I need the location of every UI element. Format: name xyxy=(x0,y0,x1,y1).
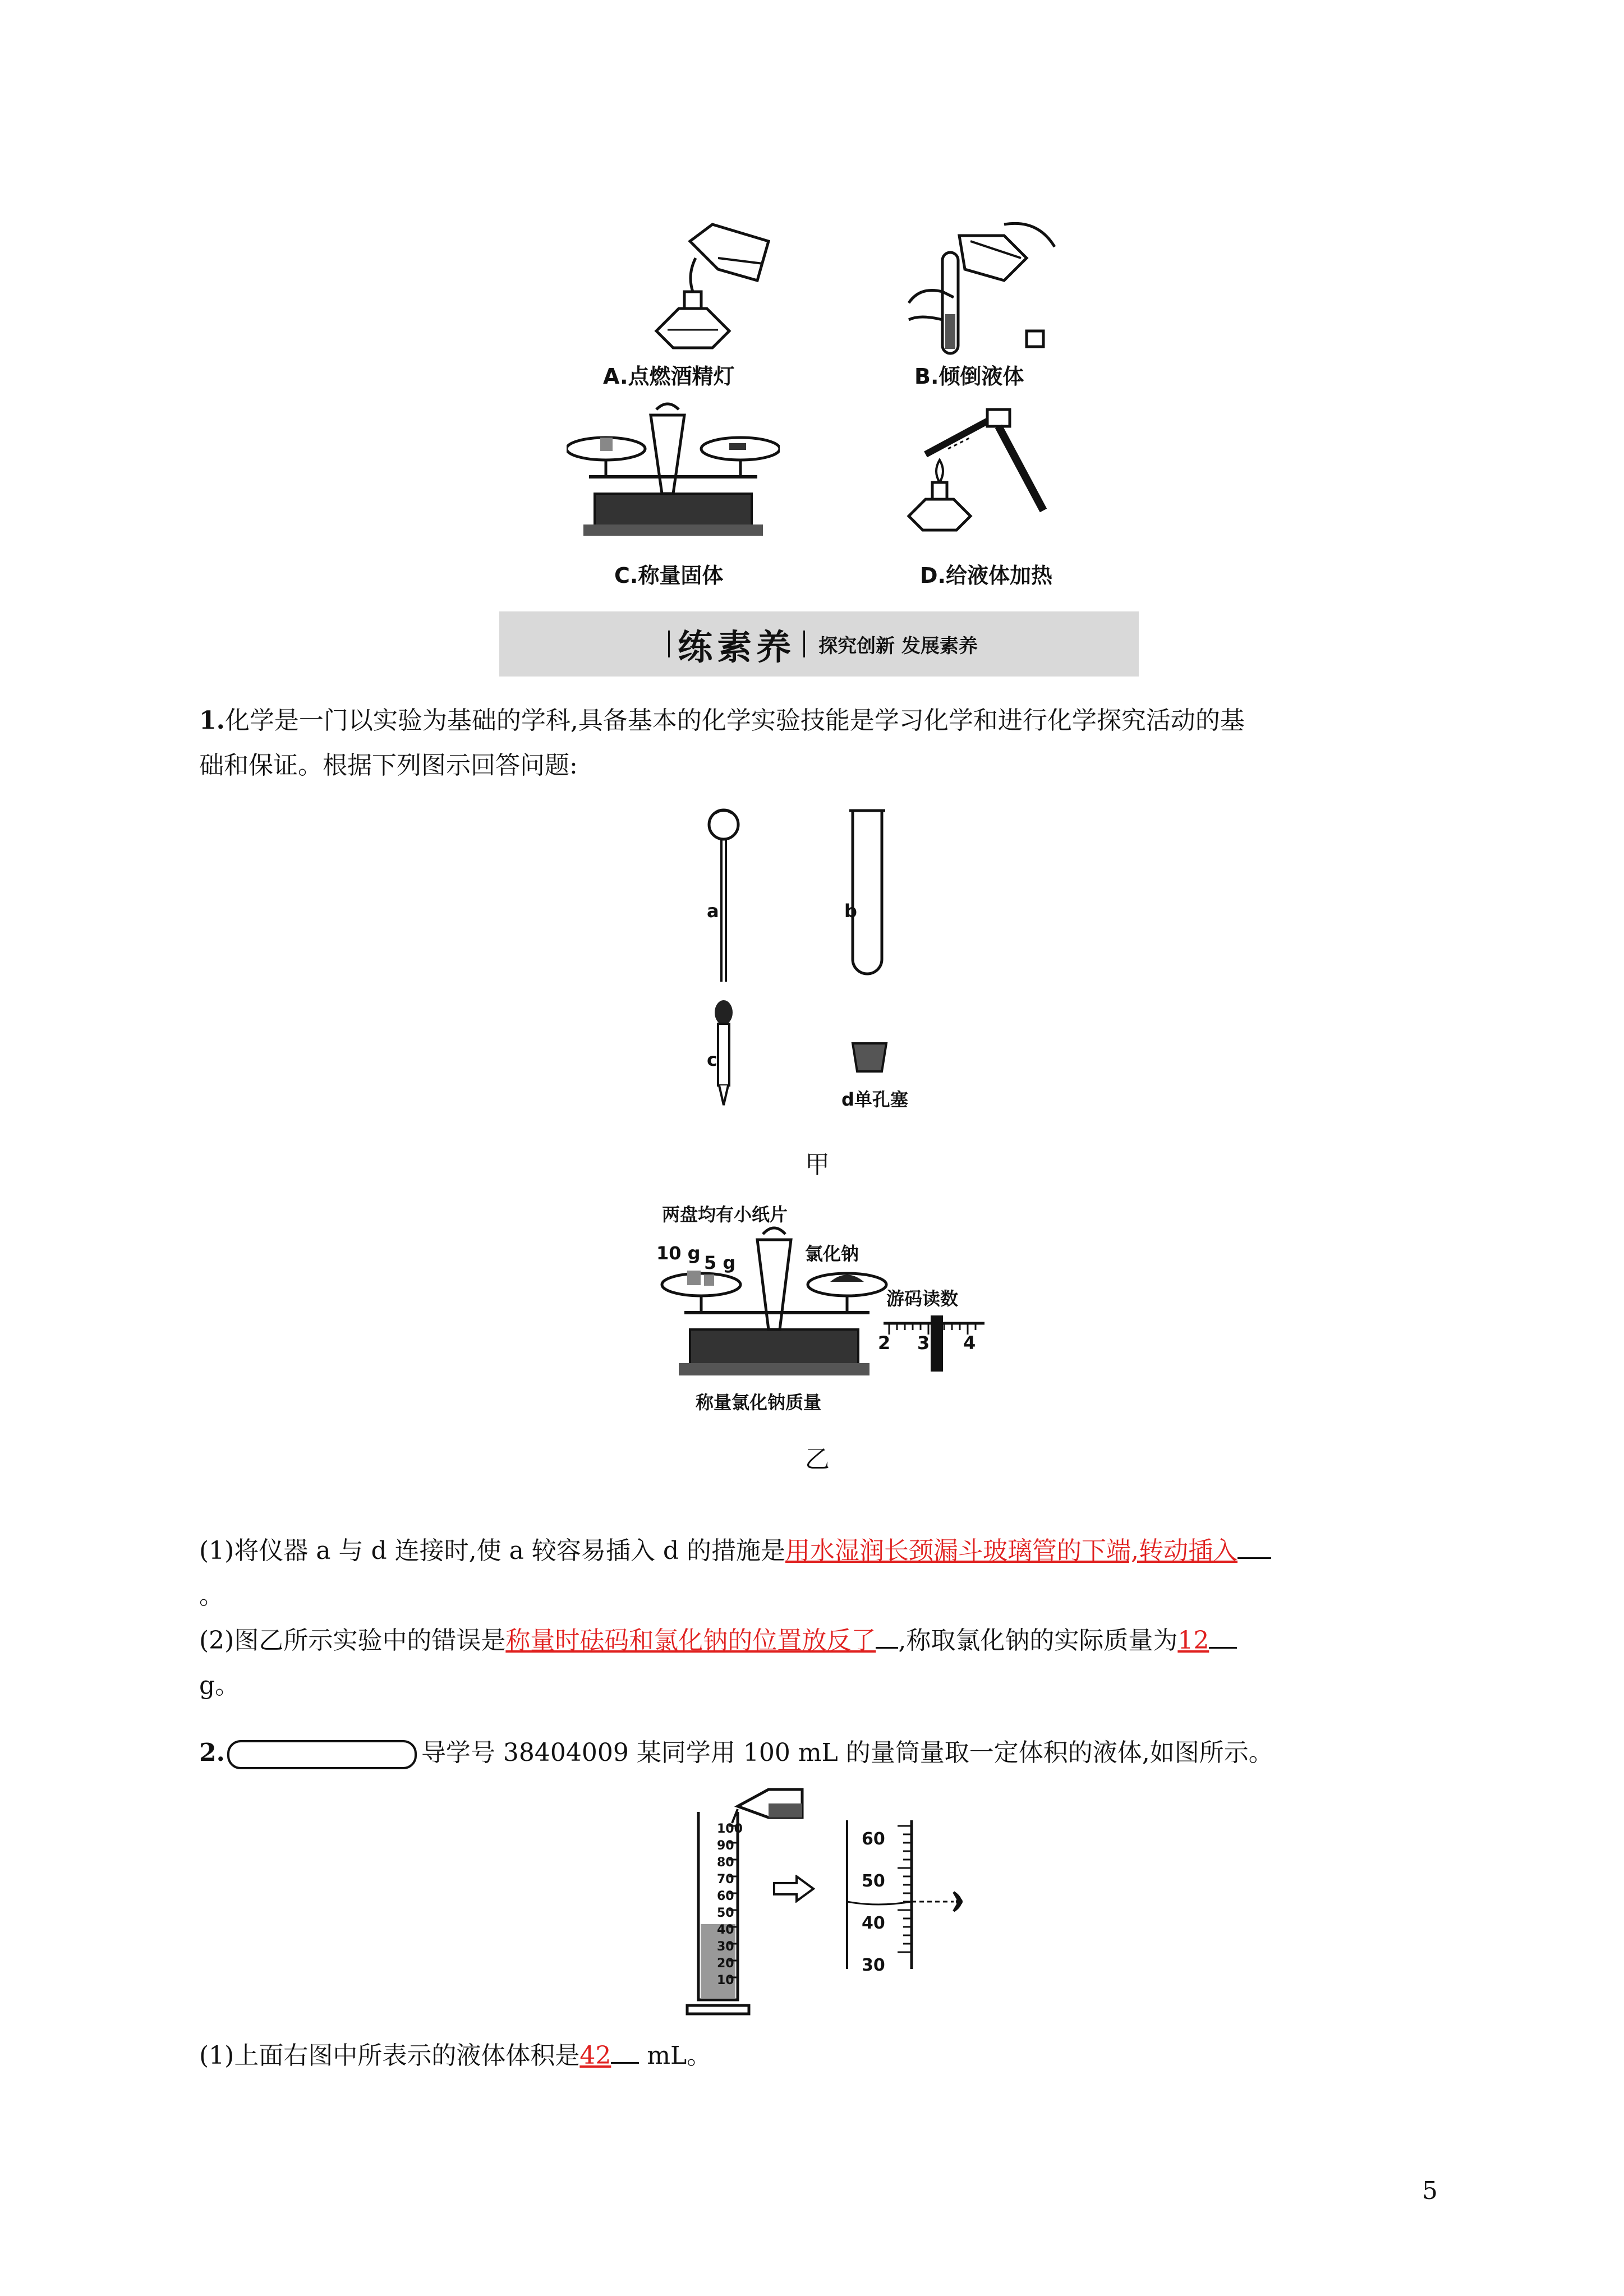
banner-subtitle: 探究创新 发展素养 xyxy=(818,634,978,657)
fig-c-label: C.称量固体 xyxy=(614,563,724,588)
fig-jia-label-a: a xyxy=(707,900,719,922)
q1-sub1-prefix: (1)将仪器 a 与 d 连接时,使 a 较容易插入 d 的措施是 xyxy=(199,1536,785,1565)
q1-sub2-blank2 xyxy=(1209,1647,1237,1649)
q2-code-pill xyxy=(227,1740,417,1769)
q1-sub2-prefix: (2)图乙所示实验中的错误是 xyxy=(199,1626,506,1655)
q1-intro-line2: 础和保证。根据下列图示回答问题: xyxy=(199,751,578,780)
fig-heating-liquid xyxy=(892,404,1060,550)
q2-sub1-blank xyxy=(611,2062,639,2064)
fig-yi-weight-5g: 5 g xyxy=(704,1252,736,1273)
q1-sub2-mid: ,称取氯化钠的实际质量为 xyxy=(898,1626,1178,1655)
fig-b-label: B.倾倒液体 xyxy=(914,364,1024,389)
q2-text: 导学号 38404009 某同学用 100 mL 的量筒量取一定体积的液体,如图所示。 xyxy=(421,1738,1273,1767)
rider-scale-title: 游码读数 xyxy=(886,1288,959,1309)
fig-yi-weight-10g: 10 g xyxy=(656,1243,701,1264)
fig-yi-top-note: 两盘均有小纸片 xyxy=(662,1204,788,1225)
fig-jia-instruments xyxy=(684,808,976,1122)
zoom-tick: 60 xyxy=(862,1829,885,1849)
q2-sub1 xyxy=(199,2033,1444,2078)
cyl-tick: 10 xyxy=(717,1973,734,1987)
fig-jia-caption: 甲 xyxy=(805,1151,830,1179)
q1-sub2-blank1 xyxy=(876,1647,898,1649)
page-number: 5 xyxy=(1422,2177,1438,2205)
zoom-tick: 30 xyxy=(862,1955,885,1975)
q2-zoom-ticks xyxy=(862,1818,885,1986)
q1-sub2-answer1: 称量时砝码和氯化钠的位置放反了 xyxy=(505,1626,876,1655)
fig-jia-label-d: d单孔塞 xyxy=(841,1089,908,1110)
banner-divider xyxy=(803,631,805,657)
fig-yi-salt-label: 氯化钠 xyxy=(805,1243,859,1264)
cyl-tick: 30 xyxy=(717,1940,734,1954)
section-banner xyxy=(499,611,1139,677)
q1-sub2-answer2: 12 xyxy=(1177,1626,1209,1655)
fig-balance-weighing xyxy=(567,398,780,544)
cyl-tick: 90 xyxy=(717,1839,734,1853)
q2-sub1-prefix: (1)上面右图中所表示的液体体积是 xyxy=(199,2041,580,2070)
cyl-tick: 60 xyxy=(717,1889,734,1903)
q1-intro xyxy=(199,698,1444,788)
zoom-tick: 40 xyxy=(862,1913,885,1933)
q1-sub2 xyxy=(199,1618,1444,1708)
q2-number: 2. xyxy=(199,1738,225,1767)
fig-yi-bottom-note: 称量氯化钠质量 xyxy=(696,1392,822,1413)
fig-jia-label-b: b xyxy=(844,900,857,922)
q2-sub1-answer: 42 xyxy=(579,2041,611,2070)
cyl-tick: 70 xyxy=(717,1872,734,1887)
cyl-tick: 80 xyxy=(717,1856,734,1870)
zoom-tick: 50 xyxy=(862,1871,885,1891)
cyl-tick: 50 xyxy=(717,1906,734,1920)
q1-sub1 xyxy=(199,1529,1444,1618)
fig-jia-label-c: c xyxy=(707,1049,717,1070)
q1-sub1-blank xyxy=(1237,1557,1271,1559)
q2-sub1-unit: mL。 xyxy=(647,2041,712,2070)
q1-sub2-end: g。 xyxy=(199,1671,240,1700)
q2-intro xyxy=(199,1731,1444,1775)
cyl-tick: 20 xyxy=(717,1957,734,1971)
banner-title: 练素养 xyxy=(678,626,796,668)
banner-divider xyxy=(668,631,670,657)
rider-tick-4: 4 xyxy=(963,1332,976,1354)
fig-yi-caption: 乙 xyxy=(805,1445,830,1474)
q1-sub1-end: 。 xyxy=(199,1581,224,1610)
q1-intro-line1: 化学是一门以实验为基础的学科,具备基本的化学实验技能是学习化学和进行化学探究活动的基 xyxy=(224,706,1245,735)
rider-tick-2: 2 xyxy=(878,1332,891,1354)
fig-pouring-liquid xyxy=(892,219,1060,370)
fig-alcohol-lamp-lighting xyxy=(634,219,774,359)
fig-a-label: A.点燃酒精灯 xyxy=(603,364,735,389)
q1-sub1-answer: 用水湿润长颈漏斗玻璃管的下端,转动插入 xyxy=(785,1536,1237,1565)
rider-tick-3: 3 xyxy=(917,1332,930,1354)
cyl-tick: 40 xyxy=(717,1923,734,1937)
cyl-tick: 100 xyxy=(717,1822,743,1836)
q1-number: 1. xyxy=(199,706,225,735)
fig-d-label: D.给液体加热 xyxy=(920,563,1052,588)
q2-cylinder-ticks xyxy=(717,1821,743,1989)
right-arrow-icon xyxy=(771,1875,816,1903)
